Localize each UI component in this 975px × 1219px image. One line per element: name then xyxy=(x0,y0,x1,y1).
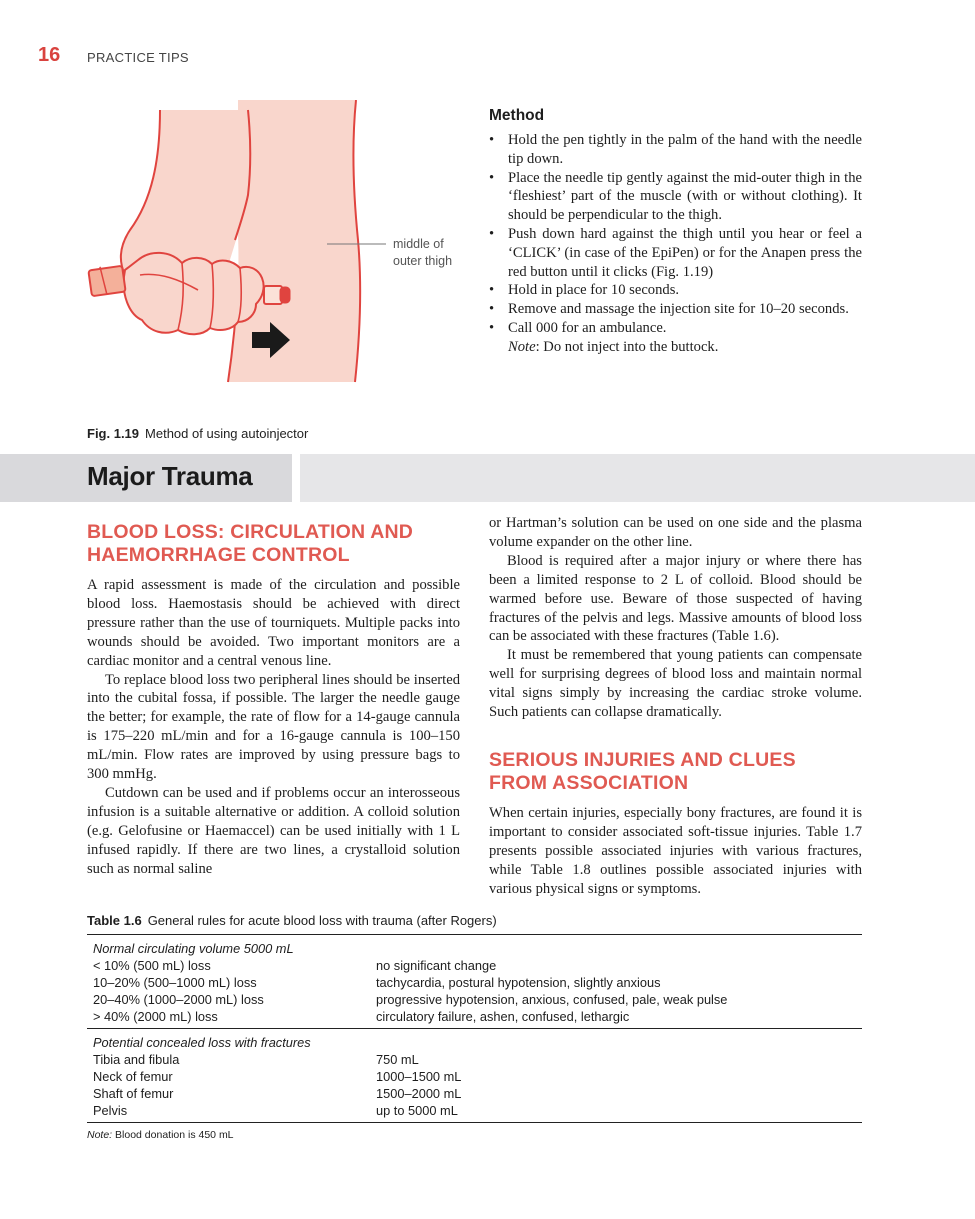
pen-cap xyxy=(88,266,125,296)
method-item: • Call 000 for an ambulance. xyxy=(489,319,667,336)
method-title: Method xyxy=(489,107,545,124)
method-item: • Hold the pen tightly in the palm of the hand with the needle tip down. xyxy=(489,132,862,167)
table-group-title: Normal circulating volume 5000 mL xyxy=(93,941,294,956)
method-list xyxy=(489,131,862,338)
callout-line-2: outer thigh xyxy=(393,254,453,268)
table-row: Shaft of femur 1500–2000 mL xyxy=(93,1086,462,1101)
paragraph: Cutdown can be used and if problems occur an interosseous infusion is a suitable alternative or addition. A colloid solution (e.g. Gelofusine or Haemaccel) can be used initially with 1 L infused rapidly. If there are two lines, a crystalloid solution such as normal saline xyxy=(87,784,460,877)
table-caption xyxy=(87,913,862,928)
figure-caption-text: Method of using autoinjector xyxy=(145,426,309,441)
figure-caption xyxy=(87,426,308,441)
table-1-6 xyxy=(87,913,862,1141)
table-caption-text: General rules for acute blood loss with trauma (after Rogers) xyxy=(147,913,497,928)
paragraph: A rapid assessment is made of the circulation and possible blood loss. Haemostasis should be achieved with direct pressure rather than the use of tourniquets. Multiple packs into wounds should be avoided. Two important monitors are a cardiac monitor and a central venous line. xyxy=(87,577,460,669)
paragraph: To replace blood loss two peripheral lines should be inserted into the cubital fossa, if possible. The larger the needle gauge the better; for example, the rate of flow for a 14-gauge cannula is 175–220 mL/min and for a 16-gauge cannula is 100–150 mL/min. Flow rates are improved by using pressure bags to 300 mmHg. xyxy=(87,671,460,783)
table-label: Table 1.6 xyxy=(87,913,142,928)
table-row: Pelvis up to 5000 mL xyxy=(93,1103,458,1118)
table-row: > 40% (2000 mL) loss circulatory failure, ashen, confused, lethargic xyxy=(93,1009,630,1024)
table-group-title: Potential concealed loss with fractures xyxy=(93,1035,311,1050)
bullet-icon: • xyxy=(489,282,495,299)
serious-injuries-heading: SERIOUS INJURIES AND CLUES FROM ASSOCIATION xyxy=(489,748,796,794)
right-column xyxy=(489,514,862,899)
paragraph: When certain injuries, especially bony fractures, are found it is important to consider associated soft-tissue injuries. Table 1.7 presents possible associated injuries with various fractures, while Table 1.8 outlines possible associated injuries with various physical signs or symptoms. xyxy=(489,804,862,897)
method-item: • Hold in place for 10 seconds. xyxy=(489,282,680,299)
left-column xyxy=(87,521,460,879)
table-group xyxy=(87,935,862,1028)
table-row: 10–20% (500–1000 mL) loss tachycardia, postural hypotension, slightly anxious xyxy=(93,975,661,990)
paragraph: It must be remembered that young patients can compensate well for surprising degrees of blood loss and maintain normal vital signs simply by increasing the cardiac stroke volume. Such patients can collapse dramatically. xyxy=(489,647,862,721)
bullet-icon: • xyxy=(489,319,495,336)
method-note-label: Note xyxy=(508,338,536,355)
table-note-label: Note: xyxy=(87,1129,113,1141)
paragraph: Blood is required after a major injury or where there has been a limited response to 2 L of colloid. Blood should be warmed before use. Beware of those suspected of having fractures of the pelvis and legs. Massive amounts of blood loss can be associated with these fractures (Table 1.6). xyxy=(489,552,862,645)
method-item: • Push down hard against the thigh until you hear or feel a ‘CLICK’ (in case of the EpiPen) or for the Anapen press the red button until it clicks (Fig. 1.19) xyxy=(489,225,862,280)
bullet-icon: • xyxy=(489,132,495,148)
table-row: 20–40% (1000–2000 mL) loss progressive hypotension, anxious, confused, pale, weak pulse xyxy=(93,992,728,1007)
bullet-icon: • xyxy=(489,169,495,186)
table-bottom-rule xyxy=(87,1122,862,1123)
figure-label: Fig. 1.19 xyxy=(87,426,140,441)
bullet-icon: • xyxy=(489,225,495,242)
method-note-text: : Do not inject into the buttock. xyxy=(535,338,719,355)
table-note-text: Blood donation is 450 mL xyxy=(112,1129,234,1141)
table-group xyxy=(87,1029,862,1122)
callout-line-1: middle of xyxy=(393,237,444,251)
bullet-icon: • xyxy=(489,301,495,318)
table-row: Neck of femur 1000–1500 mL xyxy=(93,1069,462,1084)
pen-tip-red xyxy=(280,287,290,303)
method-item: • Remove and massage the injection site for 10–20 seconds. xyxy=(489,301,849,318)
table-row: Tibia and fibula 750 mL xyxy=(93,1052,419,1067)
section-title: Major Trauma xyxy=(87,461,253,491)
method-note xyxy=(489,338,862,357)
table-row: < 10% (500 mL) loss no significant change xyxy=(93,958,497,973)
method-block xyxy=(489,107,862,357)
method-item: • Place the needle tip gently against the mid-outer thigh in the ‘fleshiest’ part of the muscle (with or without clothing). It should be perpendicular to the thigh. xyxy=(489,169,862,224)
table-note xyxy=(87,1129,862,1141)
pen-tip-body xyxy=(264,286,282,304)
running-head: PRACTICE TIPS xyxy=(87,50,189,65)
paragraph: or Hartman’s solution can be used on one side and the plasma volume expander on the other line. xyxy=(489,515,862,550)
figure-callout xyxy=(393,236,452,270)
blood-loss-heading: BLOOD LOSS: CIRCULATION AND HAEMORRHAGE CONTROL xyxy=(87,521,414,566)
section-banner-extension xyxy=(300,454,975,502)
page-number: 16 xyxy=(38,44,61,66)
